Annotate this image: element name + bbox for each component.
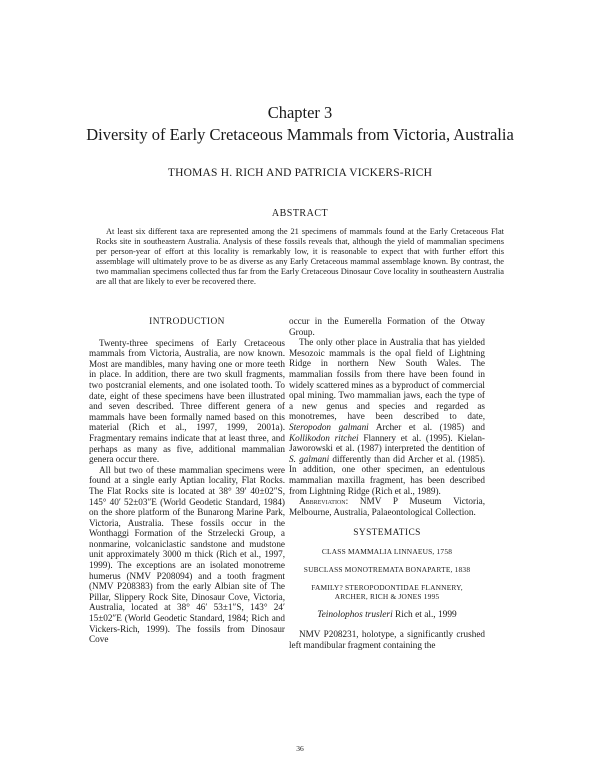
abbreviation-label: Abbreviation [299, 496, 346, 507]
species-steropodon: Steropodon galmani [289, 421, 369, 432]
continuation-paragraph: occur in the Eumerella Formation of the Otway Group. [289, 316, 485, 337]
intro-paragraph-2: All but two of these mammalian specimens were found at a single early Aptian locality, Flat Rocks. The Flat Rocks site is located at 38° 39′ 40±02″S, 145° 40′ 52±03″E (World Geodetic Standard, 1984) on the shore platform of the Bunarong Marine Park, Victoria, Australia. These fossils occur in the Wonthaggi Formation of the Strzelecki Group, a nonmarine, volcaniclastic sandstone and mudstone unit approximately 3000 m thick (Rich et al., 1997, 1999). The exceptions are an isolated monotreme humerus (NMV P208094) and a tooth fragment (NMV P208383) from the early Albian site of The Pillar, Slippery Rock Site, Dinosaur Cove, Victoria, Australia, located at 38° 46′ 53±1″S, 143° 24′ 15±02″E (World Geodetic Standard, 1984; Rich and Vickers-Rich, 1999). The fossils from Dinosaur Cove [89, 464, 285, 645]
species-name: Teinolophos trusleri [317, 609, 393, 620]
abstract-text: At least six different taxa are represented among the 21 specimens of mammals found at the Early Cretaceous Flat Rocks site in southeastern Australia. Analysis of these fossils reveals that, although the yield of mammalian specimens per person-year of effort at this locality is remarkably low, it is reasonable to expect that with further effort this assemblage will ultimately prove to be as diverse as any Early Cretaceous mammal assemblage known. By contrast, the two mammalian specimens collected thus far from the Early Cretaceous Dinosaur Cove locality in southeastern Australia are all that are likely to ever be recovered there. [96, 227, 504, 287]
right-column [289, 316, 485, 651]
introduction-heading: INTRODUCTION [149, 317, 225, 327]
abbreviation-paragraph: Abbreviation: NMV P Museum Victoria, Melbourne, Australia, Palaeontological Collection. [289, 496, 485, 517]
systematics-heading: SYSTEMATICS [353, 528, 421, 539]
family-heading: FAMILY? STEROPODONTIDAE FLANNERY, ARCHER, RICH & JONES 1995 [311, 582, 463, 601]
abstract-heading: ABSTRACT [271, 208, 329, 219]
left-column [89, 316, 285, 645]
species-s-galmani: S. galmani [289, 453, 330, 464]
chapter-title: Diversity of Early Cretaceous Mammals from Victoria, Australia [86, 125, 514, 144]
class-heading: CLASS MAMMALIA LINNAEUS, 1758 [321, 546, 453, 556]
species-kollikodon: Kollikodon ritchei [289, 432, 359, 443]
lightning-ridge-paragraph: The only other place in Australia that has yielded Mesozoic mammals is the opal field of Lightning Ridge in northern New South Wales. The mammalian fossils from there have been found in widely scattered mines as a byproduct of commercial opal mining. Two mammalian jaws, each the type of a new genus and species and regarded as monotremes, have been described to date, Steropodon galmani Archer et al. (1985) and Kollikodon ritchei Flannery et al. (1995). Kielan-Jaworowski et al. (1987) interpreted the dentition of S. galmani differently than did Archer et al. (1985). In addition, one other specimen, an edentulous mammalian maxilla fragment, has been described from Lightning Ridge (Rich et al., 1989). [289, 337, 485, 496]
subclass-heading: SUBCLASS MONOTREMATA BONAPARTE, 1838 [303, 564, 471, 574]
intro-paragraph-1: Twenty-three specimens of Early Cretaceous mammals from Victoria, Australia, are now known. Most are mandibles, many having one or more teeth in place. In addition, there are two skull fragments, two postcranial elements, and one isolated tooth. To date, eight of these specimens have been illustrated and seven described. Three different genera of mammals have been formally named based on this material (Rich et al., 1997, 1999, 2001a). Fragmentary remains indicate that at least three, and perhaps as many as five, additional mammalian genera occur there. [89, 337, 285, 465]
chapter-label: Chapter 3 [267, 103, 333, 122]
holotype-paragraph: NMV P208231, holotype, a significantly crushed left mandibular fragment containing the [289, 629, 485, 651]
authors: THOMAS H. RICH AND PATRICIA VICKERS-RICH [167, 167, 433, 179]
species-heading: Teinolophos trusleri Rich et al., 1999 [317, 609, 457, 620]
page-number: 36 [296, 744, 304, 753]
